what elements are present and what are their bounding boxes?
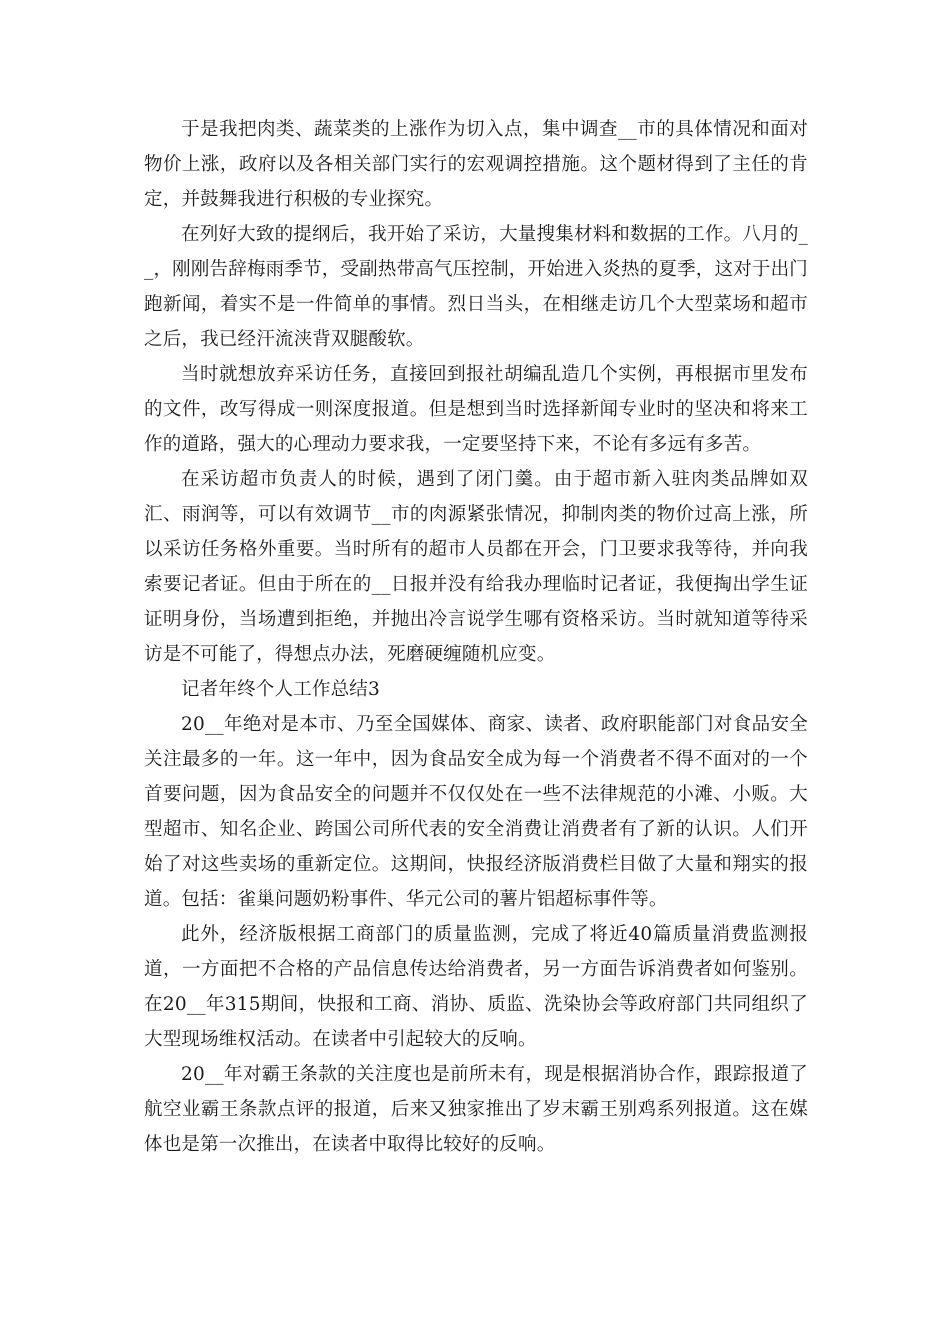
- section-heading: 记者年终个人工作总结3: [181, 679, 380, 700]
- paragraph: 此外，经济版根据工商部门的质量监测，完成了将近40篇质量消费监测报道，一方面把不合格的产品信息传达给消费者，另一方面告诉消费者如何鉴别。在20__年315期间，快报和工商、消协、质监、洗染协会等政府部门共同组织了大型现场维权活动。在读者中引起较大的反响。: [144, 924, 808, 1050]
- paragraph: 20__年对霸王条款的关注度也是前所未有，现是根据消协合作，跟踪报道了航空业霸王条款点评的报道，后来又独家推出了岁末霸王别鸡系列报道。这在媒体也是第一次推出，在读者中取得比较好的反响。: [144, 1064, 808, 1155]
- paragraph: 当时就想放弃采访任务，直接回到报社胡编乱造几个实例，再根据市里发布的文件，改写得成一则深度报道。但是想到当时选择新闻专业时的坚决和将来工作的道路，强大的心理动力要求我，一定要坚持下来，不论有多远有多苦。: [144, 364, 808, 455]
- paragraph: 在列好大致的提纲后，我开始了采访，大量搜集材料和数据的工作。八月的__，刚刚告辞梅雨季节，受副热带高气压控制，开始进入炎热的夏季，这对于出门跑新闻，着实不是一件简单的事情。烈日当头，在相继走访几个大型菜场和超市之后，我已经汗流浃背双腿酸软。: [144, 224, 808, 350]
- paragraph: 在采访超市负责人的时候，遇到了闭门羹。由于超市新入驻肉类品牌如双汇、雨润等，可以有效调节__市的肉源紧张情况，抑制肉类的物价过高上涨，所以采访任务格外重要。当时所有的超市人员都在开会，门卫要求我等待，并向我索要记者证。但由于所在的__日报并没有给我办理临时记者证，我便掏出学生证证明身份，当场遭到拒绝，并抛出冷言说学生哪有资格采访。当时就知道等待采访是不可能了，得想点办法，死磨硬缠随机应变。: [144, 469, 808, 665]
- paragraph: 于是我把肉类、蔬菜类的上涨作为切入点，集中调查__市的具体情况和面对物价上涨，政府以及各相关部门实行的宏观调控措施。这个题材得到了主任的肯定，并鼓舞我进行积极的专业探究。: [144, 119, 808, 210]
- document-body: [144, 112, 808, 1162]
- paragraph: 20__年绝对是本市、乃至全国媒体、商家、读者、政府职能部门对食品安全关注最多的一年。这一年中，因为食品安全成为每一个消费者不得不面对的一个首要问题，因为食品安全的问题并不仅仅处在一些不法律规范的小滩、小贩。大型超市、知名企业、跨国公司所代表的安全消费让消费者有了新的认识。人们开始了对这些卖场的重新定位。这期间，快报经济版消费栏目做了大量和翔实的报道。包括：雀巢问题奶粉事件、华元公司的薯片铝超标事件等。: [144, 714, 808, 910]
